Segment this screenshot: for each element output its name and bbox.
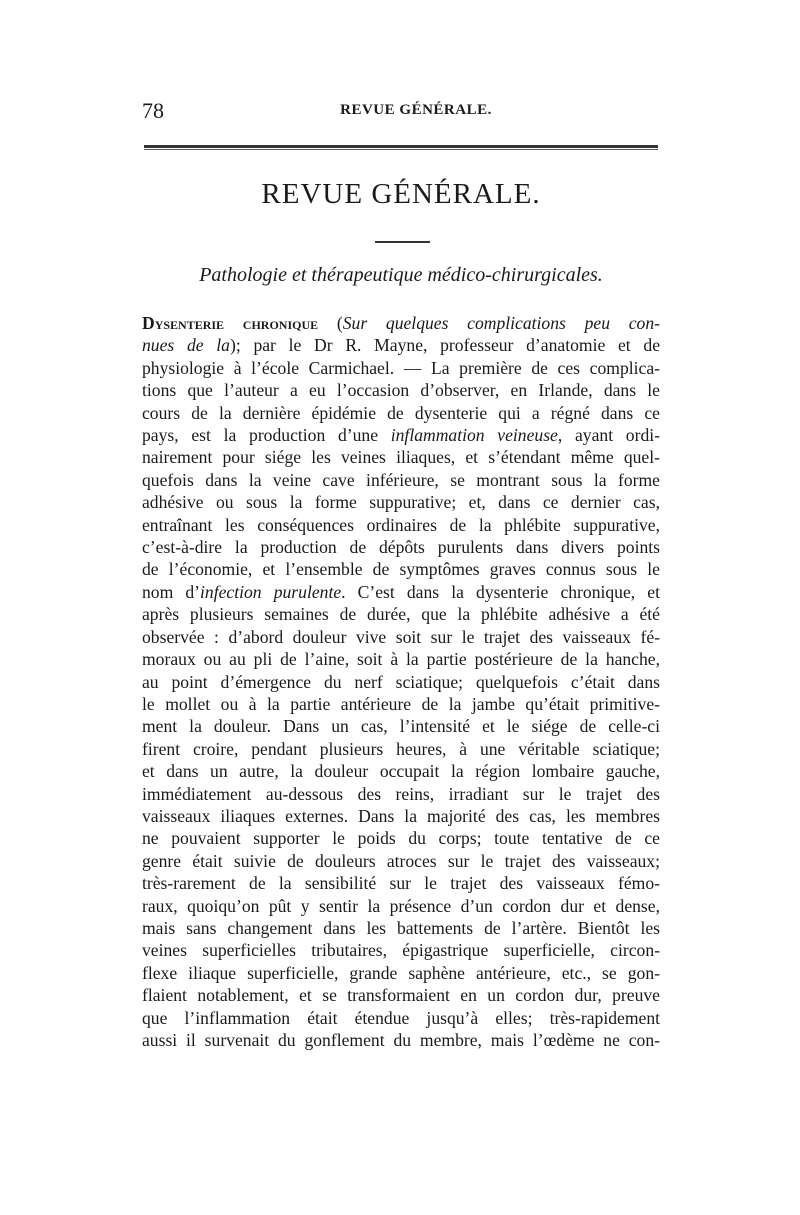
text-line: vaisseaux iliaques externes. Dans la majorité des cas, les membres	[142, 805, 660, 826]
text-line: ne pouvaient supporter le poids du corps; toute tentative de ce	[142, 828, 660, 849]
text-line: ment la douleur. Dans un cas, l’intensité et le siége de celle-ci	[142, 716, 660, 737]
text-line: raux, quoiqu’on pût y sentir la présence d’un cordon dur et dense,	[142, 895, 660, 916]
text-line: Dysenterie chronique (Sur quelques complications peu con-	[142, 313, 660, 333]
section-heading: Pathologie et thérapeutique médico-chirurgicales.	[199, 264, 603, 286]
text-line: c’est-à-dire la production de dépôts purulents dans divers points	[142, 537, 660, 558]
text-line: cours de la dernière épidémie de dysenterie qui a régné dans ce	[142, 402, 660, 423]
text-line: nom d’infection purulente. C’est dans la dysenterie chronique, et	[142, 581, 660, 602]
text-line: le mollet ou à la partie antérieure de la jambe qu’était primitive-	[142, 693, 660, 714]
text-line: firent croire, pendant plusieurs heures, à une véritable sciatique;	[142, 738, 660, 759]
article-body	[142, 312, 660, 1051]
text-line: immédiatement au-dessous des reins, irradiant sur le trajet des	[142, 783, 660, 804]
title-rule	[375, 241, 430, 243]
text-line: nues de la); par le Dr R. Mayne, professeur d’anatomie et de	[142, 335, 661, 356]
text-line: observée : d’abord douleur vive soit sur le trajet des vaisseaux fé-	[142, 626, 660, 647]
text-line: physiologie à l’école Carmichael. — La première de ces complica-	[142, 357, 660, 378]
text-line: entraînant les conséquences ordinaires de la phlébite suppurative,	[142, 514, 660, 535]
text-line: quefois dans la veine cave inférieure, se montrant sous la forme	[142, 469, 660, 490]
page-title: REVUE GÉNÉRALE.	[261, 178, 541, 210]
text-line: de l’économie, et l’ensemble de symptômes graves connus sous le	[142, 559, 660, 580]
text-line: flaient notablement, et se transformaient en un cordon dur, preuve	[142, 985, 660, 1006]
lead-term: Dysenterie chronique	[142, 313, 319, 333]
text-line: flexe iliaque superficielle, grande saphène antérieure, etc., se gon-	[142, 962, 660, 983]
text-line: très-rarement de la sensibilité sur le trajet des vaisseaux fémo-	[142, 873, 660, 894]
text-line: mais sans changement dans les battements de l’artère. Bientôt les	[142, 917, 660, 938]
text-line: veines superficielles tributaires, épigastrique superficielle, circon-	[142, 940, 660, 961]
running-title: REVUE GÉNÉRALE.	[340, 102, 492, 118]
text-line: après plusieurs semaines de durée, que la phlébite adhésive a été	[142, 604, 660, 625]
running-header	[142, 98, 660, 128]
header-rule	[144, 145, 658, 150]
article-subtitle: Sur quelques complications peu con-	[342, 313, 660, 333]
text-line: et dans un autre, la douleur occupait la région lombaire gauche,	[142, 761, 660, 782]
text-line: adhésive ou sous la forme suppurative; et, dans ce dernier cas,	[142, 492, 660, 513]
text-line: au point d’émergence du nerf sciatique; quelquefois c’était dans	[142, 671, 660, 692]
page-number: 78	[142, 98, 164, 123]
text-line: moraux ou au pli de l’aine, soit à la partie postérieure de la hanche,	[142, 649, 660, 670]
text-line: tions que l’auteur a eu l’occasion d’observer, en Irlande, dans le	[142, 380, 660, 401]
text-line: pays, est la production d’une inflammation veineuse, ayant ordi-	[142, 425, 660, 446]
text-line: que l’inflammation était étendue jusqu’à elles; très-rapidement	[142, 1007, 660, 1028]
text-line: nairement pour siége les veines iliaques, et s’étendant même quel-	[142, 447, 660, 468]
text-line: aussi il survenait du gonflement du membre, mais l’œdème ne con-	[142, 1030, 660, 1050]
text-line: genre était suivie de douleurs atroces sur le trajet des vaisseaux;	[142, 850, 660, 871]
